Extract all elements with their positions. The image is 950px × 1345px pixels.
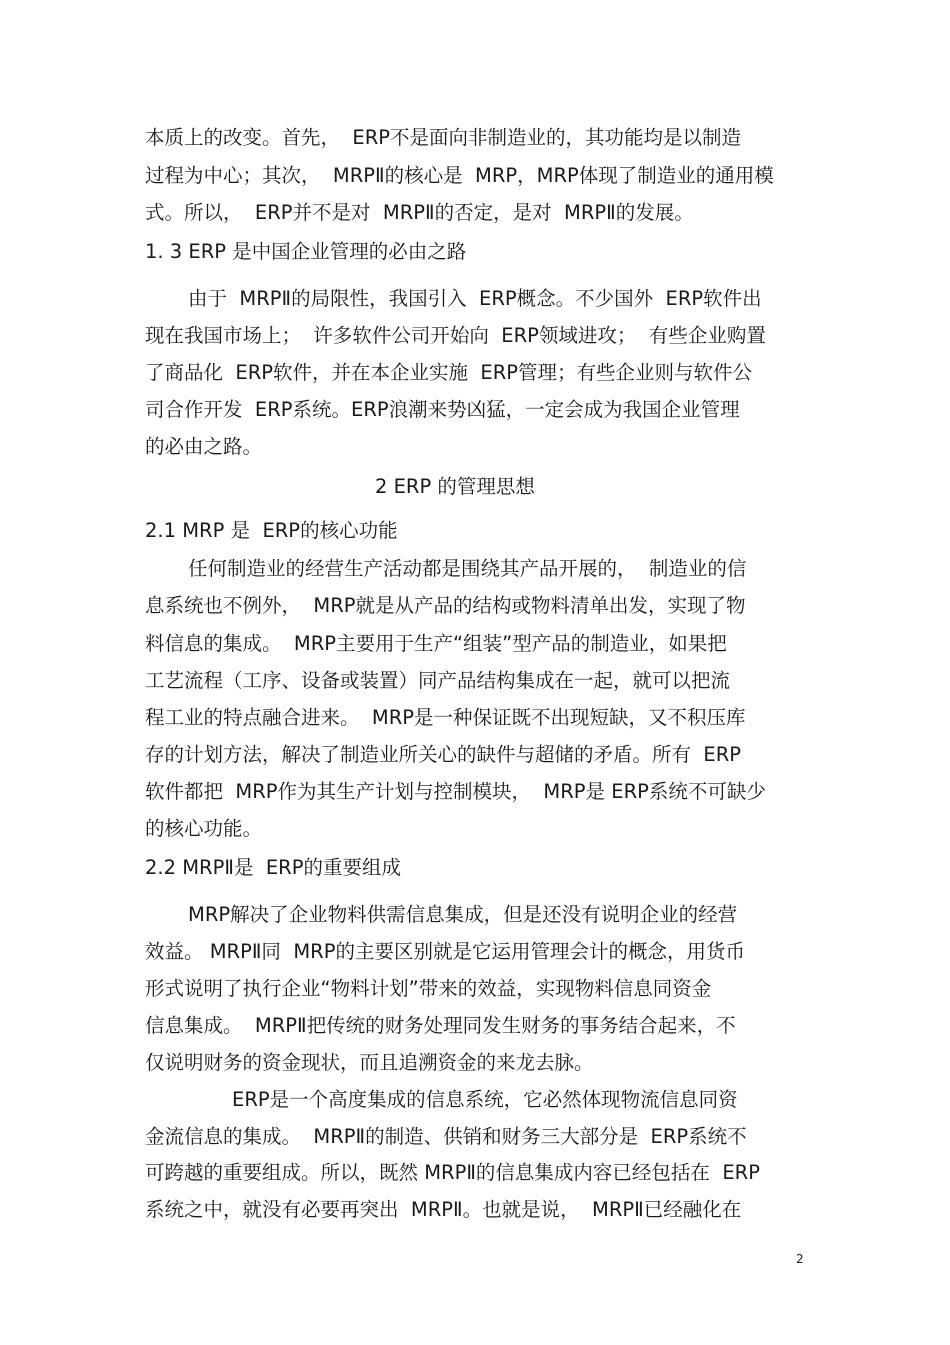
paragraph-line: 信息集成。 MRPⅡ把传统的财务处理同发生财务的事务结合起来，不	[145, 1014, 736, 1037]
paragraph-line: 系统之中，就没有必要再突出 MRPⅡ。也就是说， MRPⅡ已经融化在	[145, 1198, 742, 1221]
paragraph-line: MRP解决了企业物料供需信息集成，但是还没有说明企业的经营	[188, 903, 738, 926]
paragraph-line: 司合作开发 ERP系统。ERP浪潮来势凶猛，一定会成为我国企业管理	[145, 398, 740, 421]
paragraph-line: 料信息的集成。 MRP主要用于生产“组装”型产品的制造业，如果把	[145, 632, 727, 655]
paragraph-line: 程工业的特点融合进来。 MRP是一种保证既不出现短缺，又不积压库	[145, 706, 746, 729]
paragraph-line: 工艺流程（工序、设备或装置）同产品结构集成在一起，就可以把流	[145, 669, 731, 692]
paragraph-line: 任何制造业的经营生产活动都是围绕其产品开展的， 制造业的信	[188, 557, 747, 580]
paragraph-line: 形式说明了执行企业“物料计划”带来的效益，实现物料信息同资金	[145, 977, 712, 1000]
paragraph-line: 仅说明财务的资金现状，而且追溯资金的来龙去脉。	[145, 1051, 594, 1074]
paragraph-line: 了商品化 ERP软件，并在本企业实施 ERP管理；有些企业则与软件公	[145, 361, 753, 384]
section-heading: 2.1 MRP 是 ERP的核心功能	[145, 519, 398, 542]
paragraph-line: 式。所以， ERP并不是对 MRPⅡ的否定，是对 MRPⅡ的发展。	[145, 201, 694, 224]
section-heading: 2.2 MRPⅡ是 ERP的重要组成	[145, 856, 401, 879]
paragraph-line: 本质上的改变。首先， ERP不是面向非制造业的，其功能均是以制造	[145, 126, 742, 149]
page-number: 2	[796, 1252, 804, 1266]
chapter-heading: 2 ERP 的管理思想	[375, 475, 535, 498]
paragraph-line: 软件都把 MRP作为其生产计划与控制模块， MRP是 ERP系统不可缺少	[145, 780, 766, 803]
paragraph-line: 金流信息的集成。 MRPⅡ的制造、供销和财务三大部分是 ERP系统不	[145, 1125, 747, 1148]
paragraph-line: 可跨越的重要组成。所以，既然 MRPⅡ的信息集成内容已经包括在 ERP	[145, 1161, 760, 1184]
paragraph-line: 过程为中心；其次， MRPⅡ的核心是 MRP，MRP体现了制造业的通用模	[145, 164, 774, 187]
paragraph-line: 现在我国市场上； 许多软件公司开始向 ERP领域进攻； 有些企业购置	[145, 324, 766, 347]
paragraph-line: 息系统也不例外， MRP就是从产品的结构或物料清单出发，实现了物	[145, 594, 746, 617]
paragraph-line: 的必由之路。	[145, 435, 263, 458]
paragraph-line: 由于 MRPⅡ的局限性，我国引入 ERP概念。不少国外 ERP软件出	[188, 287, 762, 310]
paragraph-line: 的核心功能。	[145, 817, 263, 840]
section-heading: 1. 3 ERP 是中国企业管理的必由之路	[145, 240, 467, 263]
paragraph-line: 效益。 MRPⅡ同 MRP的主要区别就是它运用管理会计的概念，用货币	[145, 940, 745, 963]
paragraph-line: ERP是一个高度集成的信息系统，它必然体现物流信息同资	[232, 1088, 738, 1111]
paragraph-line: 存的计划方法，解决了制造业所关心的缺件与超储的矛盾。所有 ERP	[145, 743, 742, 766]
